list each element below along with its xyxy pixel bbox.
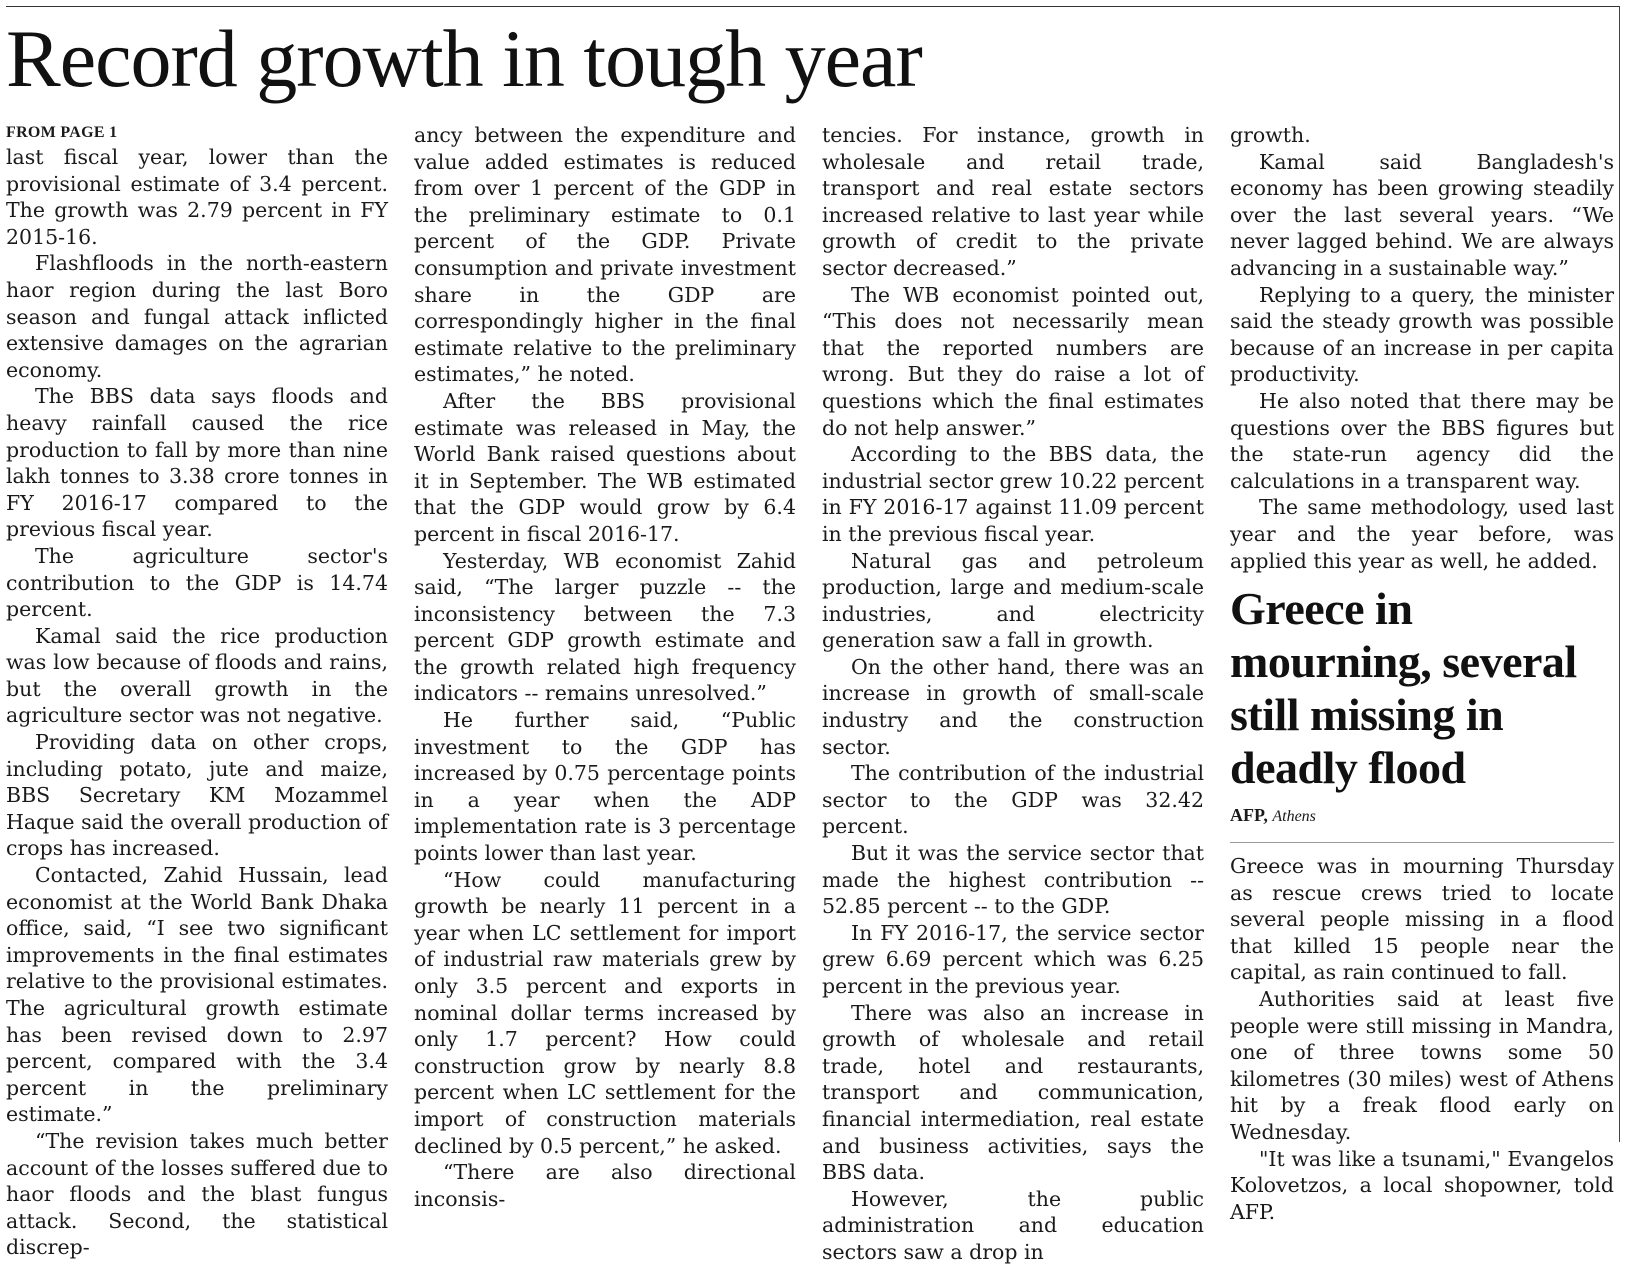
top-rule bbox=[6, 6, 1620, 7]
paragraph: growth. bbox=[1230, 123, 1311, 147]
article-column-4 bbox=[1230, 122, 1614, 1224]
paragraph: Providing data on other crops, including potato, jute and maize, BBS Secretary KM Mozammel Haque said the overall production of crops has increased. bbox=[6, 730, 388, 861]
paragraph: The WB economist pointed out, “This does not necessarily mean that the reported numbers are wrong. But they do raise a lot of questions which the final estimates do not help answer.” bbox=[822, 282, 1204, 440]
paragraph: "It was like a tsunami," Evangelos Kolovetzos, a local shopowner, told AFP. bbox=[1230, 1146, 1614, 1224]
paragraph: Authorities said at least five people were still missing in Mandra, one of three towns some 50 kilometres (30 miles) west of Athens hit by a freak flood early on Wednesday. bbox=[1230, 987, 1614, 1145]
paragraph: last fiscal year, lower than the provisional estimate of 3.4 percent. The growth was 2.79 percent in FY 2015-16. bbox=[6, 145, 388, 249]
paragraph: Yesterday, WB economist Zahid said, “The larger puzzle -- the inconsistency between the 7.3 percent GDP growth estimate and the growth related high frequency indicators -- remains unresolved.” bbox=[414, 548, 796, 706]
byline-place: Athens bbox=[1272, 808, 1316, 826]
second-story-byline bbox=[1230, 804, 1614, 843]
article-column-1 bbox=[6, 122, 388, 1260]
paragraph: After the BBS provisional estimate was released in May, the World Bank raised questions about it in September. The WB estimated that the GDP would grow by 6.4 percent in fiscal 2016-17. bbox=[414, 388, 796, 546]
paragraph: Greece was in mourning Thursday as rescue crews tried to locate several people missing in a flood that killed 15 people near the capital, as rain continued to fall. bbox=[1230, 854, 1614, 985]
paragraph: “The revision takes much better account of the losses suffered due to haor floods and the blast fungus attack. Second, the statistical discrep- bbox=[6, 1128, 388, 1260]
paragraph: Replying to a query, the minister said the steady growth was possible because of an increase in per capita productivity. bbox=[1230, 282, 1614, 387]
paragraph: Kamal said the rice production was low because of floods and rains, but the overall growth in the agriculture sector was not negative. bbox=[6, 623, 388, 728]
paragraph: According to the BBS data, the industrial sector grew 10.22 percent in FY 2016-17 against 11.09 percent in the previous fiscal year. bbox=[822, 442, 1204, 546]
paragraph: But it was the service sector that made the highest contribution -- 52.85 percent -- to the GDP. bbox=[822, 841, 1204, 919]
paragraph: However, the public administration and education sectors saw a drop in bbox=[822, 1186, 1204, 1264]
article-column-2 bbox=[414, 122, 796, 1211]
paragraph: There was also an increase in growth of wholesale and retail trade, hotel and restaurants, transport and communication, financial intermediation, real estate and business activities, says the BBS data. bbox=[822, 1000, 1204, 1185]
paragraph: He also noted that there may be questions over the BBS figures but the state-run agency did the calculations in a transparent way. bbox=[1230, 388, 1614, 493]
paragraph: The same methodology, used last year and the year before, was applied this year as well, he added. bbox=[1230, 495, 1614, 573]
byline-agency: AFP, bbox=[1230, 805, 1268, 826]
paragraph: In FY 2016-17, the service sector grew 6.69 percent which was 6.25 percent in the previous year. bbox=[822, 920, 1204, 998]
paragraph: The BBS data says floods and heavy rainfall caused the rice production to fall by more than nine lakh tonnes to 3.38 crore tonnes in FY 2016-17 compared to the previous fiscal year. bbox=[6, 384, 388, 542]
right-rule bbox=[1619, 6, 1620, 1142]
paragraph: Flashfloods in the north-eastern haor region during the last Boro season and fungal attack inflicted extensive damages on the agrarian economy. bbox=[6, 251, 388, 382]
paragraph: The contribution of the industrial sector to the GDP was 32.42 percent. bbox=[822, 761, 1204, 839]
main-headline: Record growth in tough year bbox=[6, 13, 922, 104]
paragraph: ancy between the expenditure and value added estimates is reduced from over 1 percent of the GDP in the preliminary estimate to 0.1 percent of the GDP. Private consumption and private investment share in the GDP are correspondingly higher in the final estimate relative to the preliminary estimates,” he noted. bbox=[414, 123, 796, 387]
second-story-headline: Greece in mourning, several still missing in deadly flood bbox=[1230, 583, 1577, 794]
paragraph: On the other hand, there was an increase in growth of small-scale industry and the construction sector. bbox=[822, 654, 1204, 759]
paragraph: The agriculture sector's contribution to the GDP is 14.74 percent. bbox=[6, 543, 388, 622]
paragraph: “How could manufacturing growth be nearly 11 percent in a year when LC settlement for import of industrial raw materials grew by only 3.5 percent and exports in nominal dollar terms increased by only 1.7 percent? How could construction grow by nearly 8.8 percent when LC settlement for the import of construction materials declined by 0.5 percent,” he asked. bbox=[414, 867, 796, 1158]
paragraph: tencies. For instance, growth in wholesale and retail trade, transport and real estate sectors increased relative to last year while growth of credit to the private sector decreased.” bbox=[822, 123, 1204, 280]
article-column-3 bbox=[822, 122, 1204, 1264]
paragraph: Natural gas and petroleum production, large and medium-scale industries, and electricity generation saw a fall in growth. bbox=[822, 548, 1204, 653]
paragraph: Kamal said Bangladesh's economy has been growing steadily over the last several years. “We never lagged behind. We are always advancing in a sustainable way.” bbox=[1230, 149, 1614, 280]
paragraph: Contacted, Zahid Hussain, lead economist at the World Bank Dhaka office, said, “I see two significant improvements in the final estimates relative to the provisional estimates. The agricultural growth estimate has been revised down to 2.97 percent, compared with the 3.4 percent in the preliminary estimate.” bbox=[6, 863, 388, 1127]
from-page-kicker: FROM PAGE 1 bbox=[6, 124, 118, 141]
paragraph: He further said, “Public investment to the GDP has increased by 0.75 percentage points in a year when the ADP implementation rate is 3 percentage points lower than last year. bbox=[414, 708, 796, 866]
paragraph: “There are also directional inconsis- bbox=[414, 1160, 796, 1211]
